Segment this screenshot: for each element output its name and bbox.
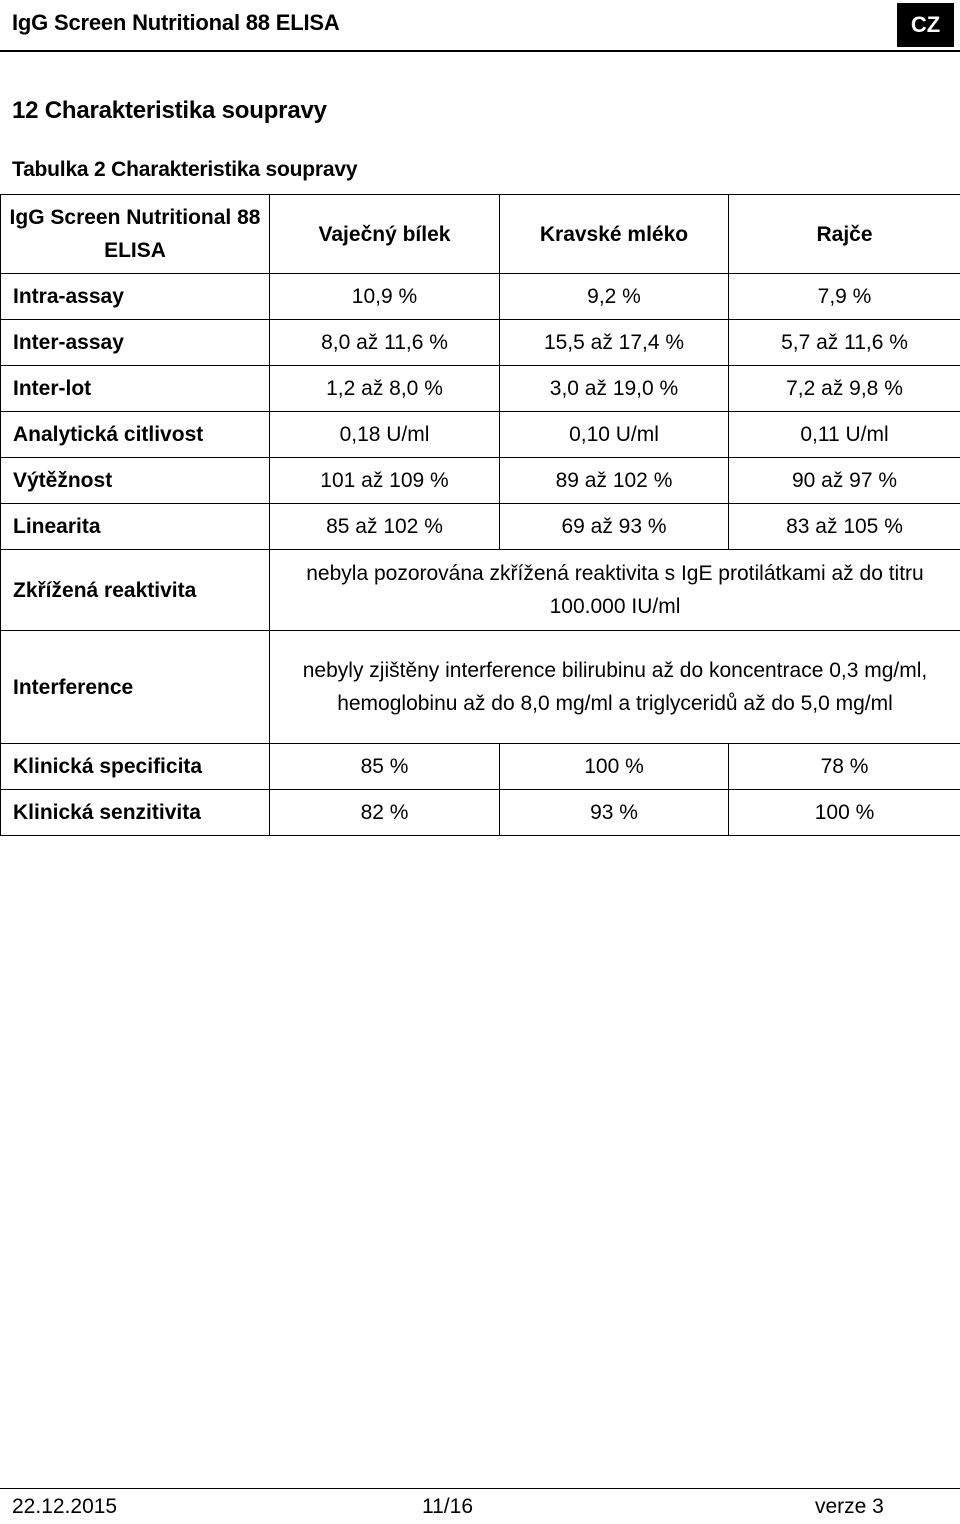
table-cell: 78 % bbox=[729, 744, 960, 790]
row-label: Inter-lot bbox=[1, 366, 270, 412]
table-row bbox=[1, 366, 960, 412]
table-cell: 7,9 % bbox=[729, 274, 960, 320]
language-badge: CZ bbox=[897, 3, 954, 47]
table-row bbox=[1, 504, 960, 550]
table-cell: 0,18 U/ml bbox=[270, 412, 500, 458]
table-row-cross-reactivity bbox=[1, 550, 960, 631]
document-title: IgG Screen Nutritional 88 ELISA bbox=[12, 10, 340, 35]
row-label: Inter-assay bbox=[1, 320, 270, 366]
row-label: Interference bbox=[1, 631, 270, 744]
section-heading: 12 Charakteristika soupravy bbox=[12, 97, 327, 124]
table-cell: 7,2 až 9,8 % bbox=[729, 366, 960, 412]
kit-characteristics-table bbox=[0, 194, 960, 836]
table-cell: 0,11 U/ml bbox=[729, 412, 960, 458]
table-cell: 83 až 105 % bbox=[729, 504, 960, 550]
table-caption: Tabulka 2 Charakteristika soupravy bbox=[12, 158, 358, 181]
table-cell: 101 až 109 % bbox=[270, 458, 500, 504]
table-cell: 82 % bbox=[270, 790, 500, 836]
table-cell: 90 až 97 % bbox=[729, 458, 960, 504]
table-cell: 93 % bbox=[500, 790, 729, 836]
table-cell: 10,9 % bbox=[270, 274, 500, 320]
table-cell: 69 až 93 % bbox=[500, 504, 729, 550]
table-cell: 100 % bbox=[500, 744, 729, 790]
table-header-row bbox=[1, 195, 960, 274]
table-cell: 89 až 102 % bbox=[500, 458, 729, 504]
row-label: Klinická specificita bbox=[1, 744, 270, 790]
page-number: 11/16 bbox=[422, 1495, 473, 1518]
row-label: Výtěžnost bbox=[1, 458, 270, 504]
column-header-cow-milk: Kravské mléko bbox=[500, 195, 729, 274]
footer-divider bbox=[0, 1488, 960, 1489]
cross-reactivity-text: nebyla pozorována zkřížená reaktivita s IgE protilátkami až do titru 100.000 IU/ml bbox=[270, 550, 960, 631]
header-divider bbox=[0, 50, 960, 52]
page-header bbox=[0, 0, 960, 52]
table-row bbox=[1, 274, 960, 320]
row-label: Linearita bbox=[1, 504, 270, 550]
row-label: Intra-assay bbox=[1, 274, 270, 320]
document-version: verze 3 bbox=[815, 1495, 884, 1518]
table-cell: 3,0 až 19,0 % bbox=[500, 366, 729, 412]
table-cell: 5,7 až 11,6 % bbox=[729, 320, 960, 366]
table-cell: 85 % bbox=[270, 744, 500, 790]
table-row bbox=[1, 458, 960, 504]
table-corner-header: IgG Screen Nutritional 88 ELISA bbox=[1, 195, 270, 274]
table-row bbox=[1, 320, 960, 366]
row-label: Zkřížená reaktivita bbox=[1, 550, 270, 631]
footer-date: 22.12.2015 bbox=[12, 1495, 118, 1518]
row-label: Klinická senzitivita bbox=[1, 790, 270, 836]
table-row bbox=[1, 790, 960, 836]
table-row bbox=[1, 412, 960, 458]
interference-text: nebyly zjištěny interference bilirubinu až do koncentrace 0,3 mg/ml, hemoglobinu až do 8,0 mg/ml a triglyceridů až do 5,0 mg/ml bbox=[270, 631, 960, 744]
table-cell: 85 až 102 % bbox=[270, 504, 500, 550]
row-label: Analytická citlivost bbox=[1, 412, 270, 458]
table-row-interference bbox=[1, 631, 960, 744]
table-cell: 0,10 U/ml bbox=[500, 412, 729, 458]
table-cell: 100 % bbox=[729, 790, 960, 836]
table-row bbox=[1, 744, 960, 790]
column-header-egg-white: Vaječný bílek bbox=[270, 195, 500, 274]
table-cell: 15,5 až 17,4 % bbox=[500, 320, 729, 366]
table-cell: 9,2 % bbox=[500, 274, 729, 320]
table-cell: 8,0 až 11,6 % bbox=[270, 320, 500, 366]
column-header-tomato: Rajče bbox=[729, 195, 960, 274]
table-cell: 1,2 až 8,0 % bbox=[270, 366, 500, 412]
